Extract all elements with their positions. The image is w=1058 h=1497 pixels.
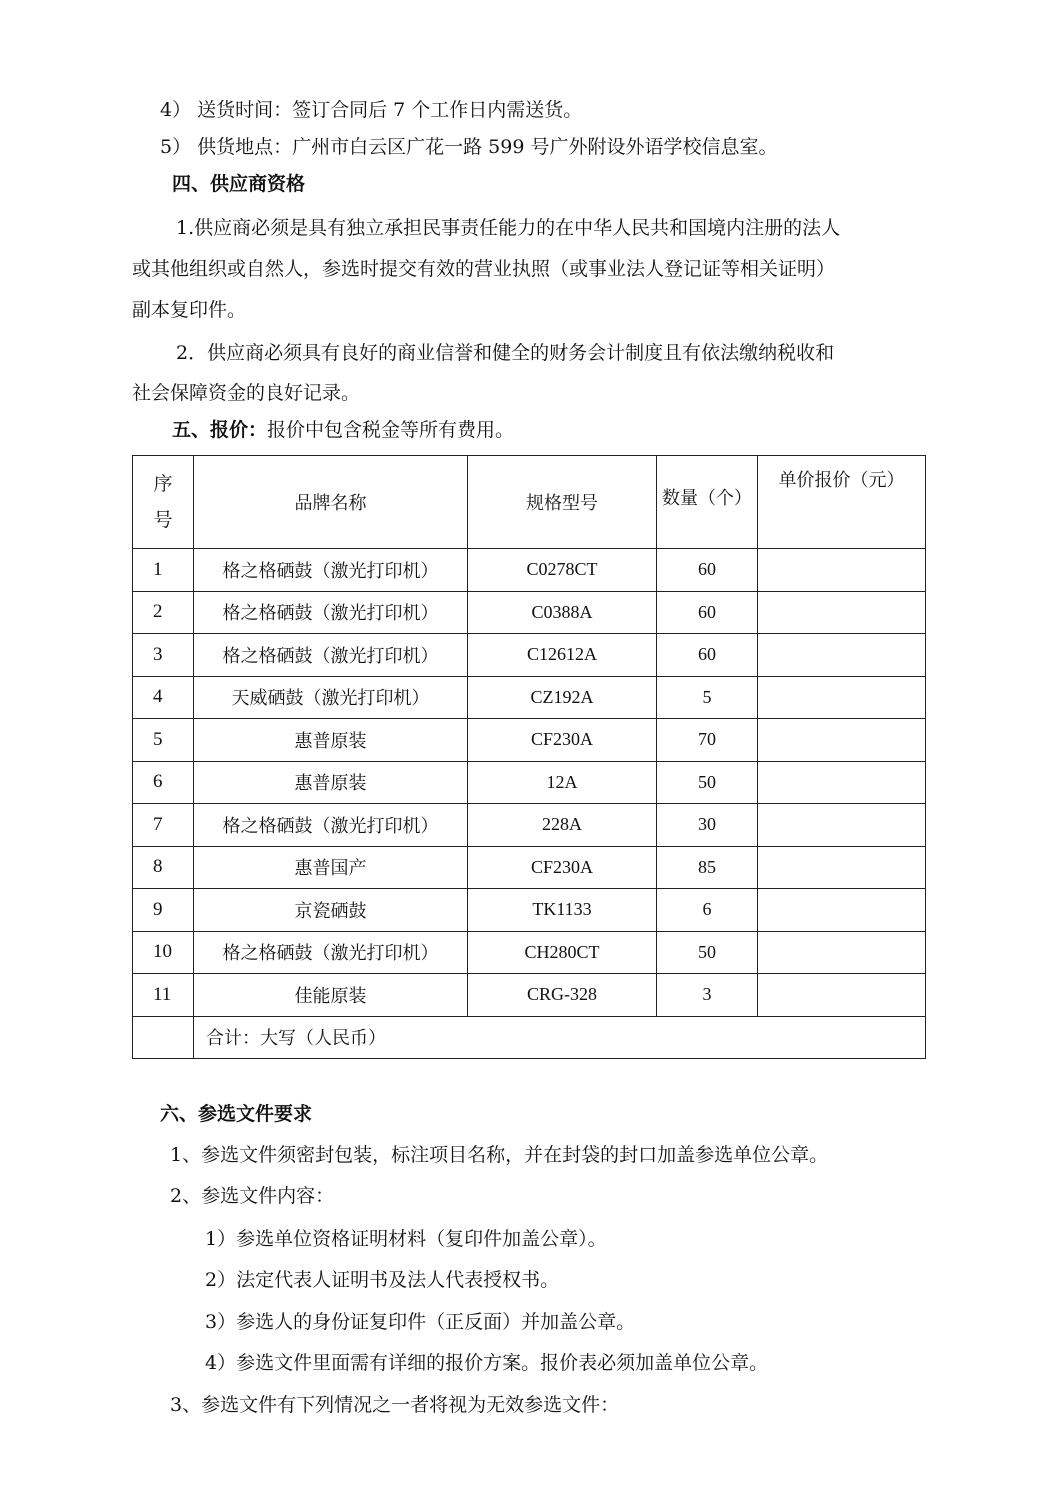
cell-model: CF230A — [468, 846, 657, 889]
cell-qty: 30 — [657, 804, 758, 847]
table-row — [133, 889, 926, 932]
cell-seq: 4 — [133, 676, 194, 719]
section-5-heading: 五、报价： — [172, 419, 268, 441]
qualification-1-line-2: 或其他组织或自然人，参选时提交有效的营业执照（或事业法人登记证等相关证明） — [132, 258, 836, 280]
cell-qty: 60 — [657, 549, 758, 592]
header-price: 单价报价（元） — [758, 456, 926, 549]
cell-price — [758, 846, 926, 889]
cell-price — [758, 889, 926, 932]
cell-model: CZ192A — [468, 676, 657, 719]
doc-req-sub-3: 3）参选人的身份证复印件（正反面）并加盖公章。 — [205, 1311, 636, 1333]
quote-table — [132, 455, 926, 1059]
header-seq: 序 号 — [133, 456, 194, 549]
table-row — [133, 804, 926, 847]
cell-brand: 京瓷硒鼓 — [194, 889, 468, 932]
doc-req-item-3: 3、参选文件有下列情况之一者将视为无效参选文件： — [170, 1394, 620, 1416]
table-row — [133, 549, 926, 592]
cell-price — [758, 719, 926, 762]
cell-seq: 3 — [133, 634, 194, 677]
cell-seq: 11 — [133, 974, 194, 1017]
cell-brand: 格之格硒鼓（激光打印机） — [194, 591, 468, 634]
section-6-heading: 六、参选文件要求 — [160, 1103, 313, 1125]
cell-qty: 3 — [657, 974, 758, 1017]
cell-model: CF230A — [468, 719, 657, 762]
qualification-2-line-2: 社会保障资金的良好记录。 — [132, 382, 361, 404]
table-row — [133, 719, 926, 762]
cell-brand: 佳能原装 — [194, 974, 468, 1017]
cell-model: C0278CT — [468, 549, 657, 592]
cell-price — [758, 804, 926, 847]
table-row — [133, 676, 926, 719]
cell-seq: 9 — [133, 889, 194, 932]
cell-seq: 2 — [133, 591, 194, 634]
cell-brand: 格之格硒鼓（激光打印机） — [194, 549, 468, 592]
cell-model: C0388A — [468, 591, 657, 634]
qualification-2-line-1: 2．供应商必须具有良好的商业信誉和健全的财务会计制度且有依法缴纳税收和 — [176, 342, 835, 364]
cell-total-label: 合计：大写（人民币） — [194, 1016, 926, 1059]
cell-qty: 85 — [657, 846, 758, 889]
table-total-row — [133, 1016, 926, 1059]
doc-req-item-1: 1、参选文件须密封包装，标注项目名称，并在封袋的封口加盖参选单位公章。 — [170, 1144, 829, 1166]
cell-qty: 70 — [657, 719, 758, 762]
cell-qty: 50 — [657, 761, 758, 804]
cell-total-seq — [133, 1016, 194, 1059]
doc-req-sub-1: 1）参选单位资格证明材料（复印件加盖公章）。 — [205, 1228, 607, 1250]
cell-brand: 惠普原装 — [194, 719, 468, 762]
doc-req-item-2: 2、参选文件内容： — [170, 1185, 335, 1207]
cell-brand: 格之格硒鼓（激光打印机） — [194, 931, 468, 974]
cell-model: TK1133 — [468, 889, 657, 932]
cell-qty: 60 — [657, 634, 758, 677]
cell-brand: 格之格硒鼓（激光打印机） — [194, 804, 468, 847]
section-5-text: 报价中包含税金等所有费用。 — [267, 419, 515, 441]
table-row — [133, 931, 926, 974]
cell-price — [758, 761, 926, 804]
qualification-1-line-1: 1.供应商必须是具有独立承担民事责任能力的在中华人民共和国境内注册的法人 — [176, 217, 841, 239]
cell-model: CRG-328 — [468, 974, 657, 1017]
cell-price — [758, 591, 926, 634]
table-row — [133, 761, 926, 804]
table-row — [133, 974, 926, 1017]
doc-req-sub-2: 2）法定代表人证明书及法人代表授权书。 — [205, 1269, 560, 1291]
cell-qty: 5 — [657, 676, 758, 719]
cell-model: C12612A — [468, 634, 657, 677]
delivery-time-line: 4） 送货时间：签订合同后 7 个工作日内需送货。 — [160, 99, 583, 121]
cell-model: 12A — [468, 761, 657, 804]
cell-qty: 6 — [657, 889, 758, 932]
header-qty: 数量（个） — [657, 456, 758, 549]
cell-seq: 1 — [133, 549, 194, 592]
cell-qty: 50 — [657, 931, 758, 974]
section-5-line — [172, 418, 514, 442]
header-model: 规格型号 — [468, 456, 657, 549]
cell-qty: 60 — [657, 591, 758, 634]
cell-seq: 6 — [133, 761, 194, 804]
cell-brand: 天威硒鼓（激光打印机） — [194, 676, 468, 719]
cell-seq: 10 — [133, 931, 194, 974]
delivery-location-line: 5） 供货地点：广州市白云区广花一路 599 号广外附设外语学校信息室。 — [160, 136, 778, 158]
header-brand: 品牌名称 — [194, 456, 468, 549]
cell-seq: 7 — [133, 804, 194, 847]
cell-brand: 格之格硒鼓（激光打印机） — [194, 634, 468, 677]
qualification-1-line-3: 副本复印件。 — [132, 299, 247, 321]
doc-req-sub-4: 4）参选文件里面需有详细的报价方案。报价表必须加盖单位公章。 — [205, 1352, 769, 1374]
cell-seq: 8 — [133, 846, 194, 889]
cell-price — [758, 974, 926, 1017]
cell-brand: 惠普国产 — [194, 846, 468, 889]
table-row — [133, 846, 926, 889]
cell-price — [758, 676, 926, 719]
cell-price — [758, 549, 926, 592]
table-row — [133, 591, 926, 634]
section-4-heading: 四、供应商资格 — [172, 173, 306, 195]
cell-brand: 惠普原装 — [194, 761, 468, 804]
table-row — [133, 634, 926, 677]
cell-model: 228A — [468, 804, 657, 847]
cell-price — [758, 931, 926, 974]
table-header-row — [133, 456, 926, 549]
cell-model: CH280CT — [468, 931, 657, 974]
cell-seq: 5 — [133, 719, 194, 762]
cell-price — [758, 634, 926, 677]
